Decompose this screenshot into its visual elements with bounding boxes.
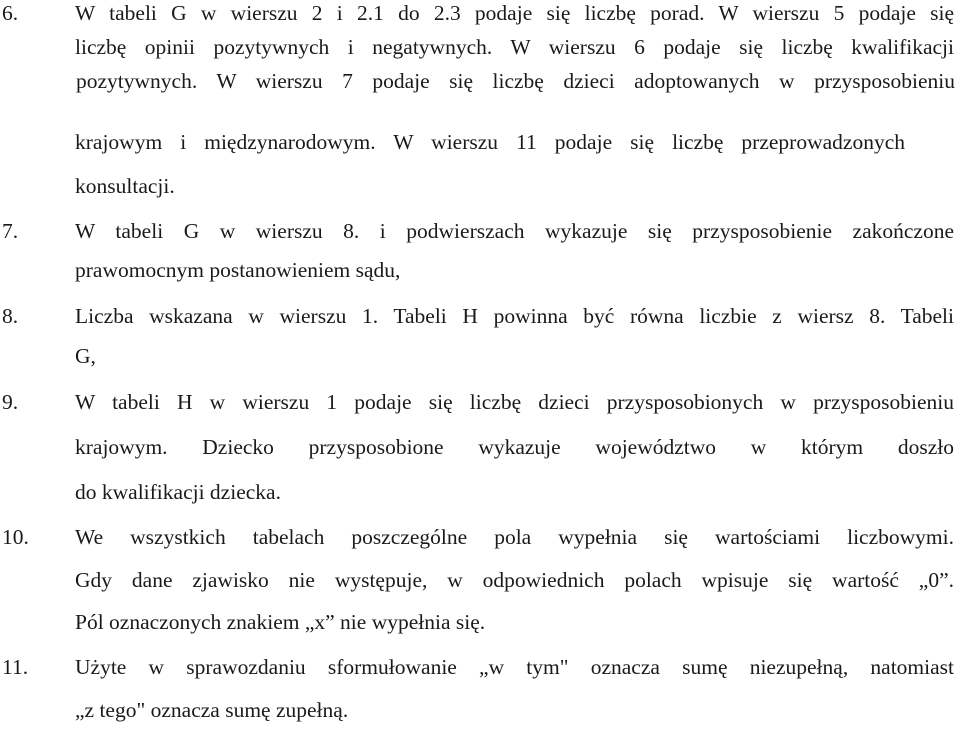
list-text: konsultacji. [75, 174, 175, 198]
list-item-9-line-1 [0, 382, 960, 422]
list-item-11-line-1 [0, 647, 960, 687]
list-text: do kwalifikacji dziecka. [75, 480, 281, 504]
list-item-6-line-3 [0, 61, 960, 101]
list-text: Liczba wskazana w wierszu 1. Tabeli H powinna być równa liczbie z wiersz 8. Tabeli [75, 304, 954, 328]
list-item-10-line-2 [0, 560, 960, 600]
list-text: „z tego" oznacza sumę zupełną. [75, 698, 349, 722]
list-text: Użyte w sprawozdaniu sformułowanie „w tym" oznacza sumę niezupełną, natomiast [75, 655, 954, 679]
list-text: pozytywnych. W wierszu 7 podaje się liczbę dzieci adoptowanych w przysposobieniu [76, 69, 955, 93]
list-number: 6. [2, 1, 19, 25]
list-text: prawomocnym postanowieniem sądu, [75, 258, 401, 282]
list-item-9-line-2 [0, 427, 960, 467]
list-item-8-line-1 [0, 296, 960, 336]
list-item-6-line-5 [0, 166, 960, 206]
list-text: liczbę opinii pozytywnych i negatywnych. W wierszu 6 podaje się liczbę kwalifikacji [75, 35, 954, 59]
list-text: W tabeli G w wierszu 2 i 2.1 do 2.3 podaje się liczbę porad. W wierszu 5 podaje się [75, 1, 954, 25]
list-text: W tabeli G w wierszu 8. i podwierszach wykazuje się przysposobienie zakończone [75, 219, 954, 243]
list-item-7-line-1 [0, 211, 960, 251]
list-text: Gdy dane zjawisko nie występuje, w odpowiednich polach wpisuje się wartość „0”. [75, 568, 954, 592]
list-item-11-line-2 [0, 690, 960, 730]
list-text: krajowym. Dziecko przysposobione wykazuje województwo w którym doszło [75, 435, 954, 459]
list-item-6-line-4 [0, 122, 960, 162]
list-number: 7. [2, 219, 19, 243]
list-number: 10. [2, 525, 29, 549]
list-text: Pól oznaczonych znakiem „x” nie wypełnia się. [75, 610, 486, 634]
list-item-8-line-2 [0, 336, 960, 376]
list-text: krajowym i międzynarodowym. W wierszu 11 podaje się liczbę przeprowadzonych [75, 130, 905, 154]
list-item-10-line-3 [0, 602, 960, 642]
list-number: 11. [2, 655, 29, 679]
list-item-10-line-1 [0, 517, 960, 557]
list-number: 9. [2, 390, 19, 414]
list-text: We wszystkich tabelach poszczególne pola wypełnia się wartościami liczbowymi. [75, 525, 954, 549]
list-number: 8. [2, 304, 19, 328]
list-item-7-line-2 [0, 250, 960, 290]
list-text: G, [75, 344, 96, 368]
list-text: W tabeli H w wierszu 1 podaje się liczbę dzieci przysposobionych w przysposobieniu [75, 390, 954, 414]
list-item-9-line-3 [0, 472, 960, 512]
